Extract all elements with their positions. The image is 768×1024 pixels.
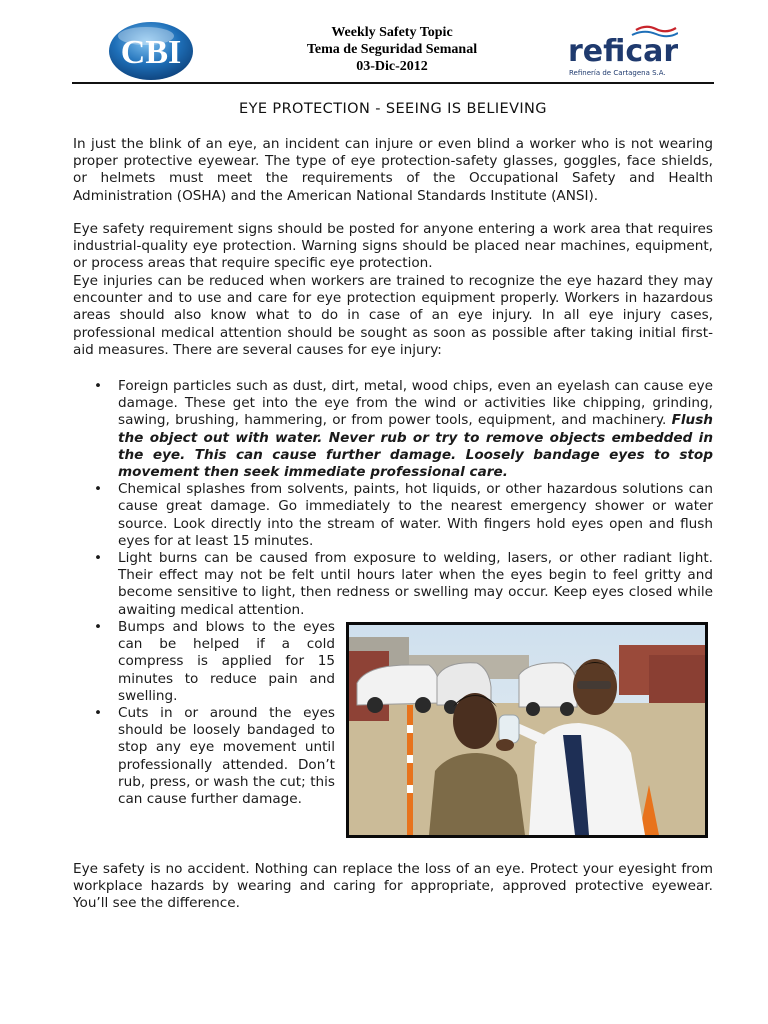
cbi-logo-text: CBI — [120, 34, 182, 71]
list-item-chemical-splashes — [73, 481, 713, 550]
header-line-1: Weekly Safety Topic — [331, 25, 453, 40]
header-title-block — [242, 24, 542, 75]
bullet-icon: • — [94, 705, 103, 722]
cause-list-continued — [73, 619, 335, 808]
bullet-icon: • — [94, 378, 103, 394]
cbi-logo — [106, 18, 196, 82]
list-item-emphasis: Flush the object out with water. Never rub or try to remove objects embedded in the eye. This can cause further damage. Loosely bandage eyes to stop movement then seek immediate professional care. — [118, 412, 713, 481]
list-item-text: Chemical splashes from solvents, paints, hot liquids, or other hazardous solutions can cause great damage. Go immediately to the nearest emergency shower or water source. Look directly into the stream of water. With fingers hold eyes open and flush eyes for at least 15 minutes. — [118, 481, 713, 549]
list-item-bumps-blows — [73, 619, 335, 705]
intro-paragraph: In just the blink of an eye, an incident can injure or even blind a worker who is not wearing proper protective eyewear. The type of eye protection-safety glasses, goggles, face shields, or helmets must meet the requirements of the Occupational Safety and Health Administration (OSHA) and the American National Standards Institute (ANSI). — [73, 136, 713, 204]
bullet-icon: • — [94, 481, 103, 498]
closing-paragraph: Eye safety is no accident. Nothing can replace the loss of an eye. Protect your eyesight from workplace hazards by wearing and caring for appropriate, approved protective eyewear. You’ll see the difference. — [73, 861, 713, 912]
list-item-light-burns — [73, 550, 713, 619]
cause-list — [73, 378, 713, 619]
eye-wash-photo — [346, 622, 708, 838]
list-item-text: Light burns can be caused from exposure to welding, lasers, or other radiant light. Their effect may not be felt until hours later when the eyes begin to feel gritty and become sensitive to light, then redness or swelling may occur. Keep eyes closed while awaiting medical attention. — [118, 550, 713, 618]
reficar-logo-subtext: Refinería de Cartagena S.A. — [569, 69, 666, 77]
bullet-icon: • — [94, 550, 103, 567]
list-item-text: Foreign particles such as dust, dirt, metal, wood chips, even an eyelash can cause eye damage. These get into the eye from the wind or activities like chipping, grinding, sawing, brushing, hammering, or from power tools, equipment, and machinery. — [118, 378, 713, 429]
list-item-foreign-particles — [73, 378, 713, 481]
training-paragraph: Eye injuries can be reduced when workers are trained to recognize the eye hazard they may encounter and to use and care for eye protection equipment properly. Workers in hazardous areas should also know what to do in case of an eye injury. In all eye injury cases, professional medical attention should be sought as soon as possible after taking initial first-aid measures. There are several causes for eye injury: — [73, 273, 713, 358]
reficar-logo — [566, 24, 678, 78]
document-title: EYE PROTECTION - SEEING IS BELIEVING — [239, 101, 547, 117]
bullet-icon: • — [94, 619, 103, 635]
reficar-logo-text: reficar — [568, 34, 678, 69]
header-divider — [72, 82, 714, 84]
signage-paragraph: Eye safety requirement signs should be posted for anyone entering a work area that requires industrial-quality eye protection. Warning signs should be placed near machines, equipment, or process areas that require specific eye protection. — [73, 221, 713, 272]
list-item-cuts — [73, 705, 335, 808]
header-line-2: Tema de Seguridad Semanal — [306, 42, 478, 57]
list-item-text: Bumps and blows to the eyes can be helped if a cold compress is applied for 15 minutes to reduce pain and swelling. — [118, 619, 335, 704]
list-item-text: Cuts in or around the eyes should be loosely bandaged to stop any eye movement until professionally attended. Don’t rub, press, or wash the cut; this can cause further damage. — [118, 705, 335, 808]
page-header — [72, 14, 714, 84]
header-line-3: 03-Dic-2012 — [356, 59, 428, 74]
